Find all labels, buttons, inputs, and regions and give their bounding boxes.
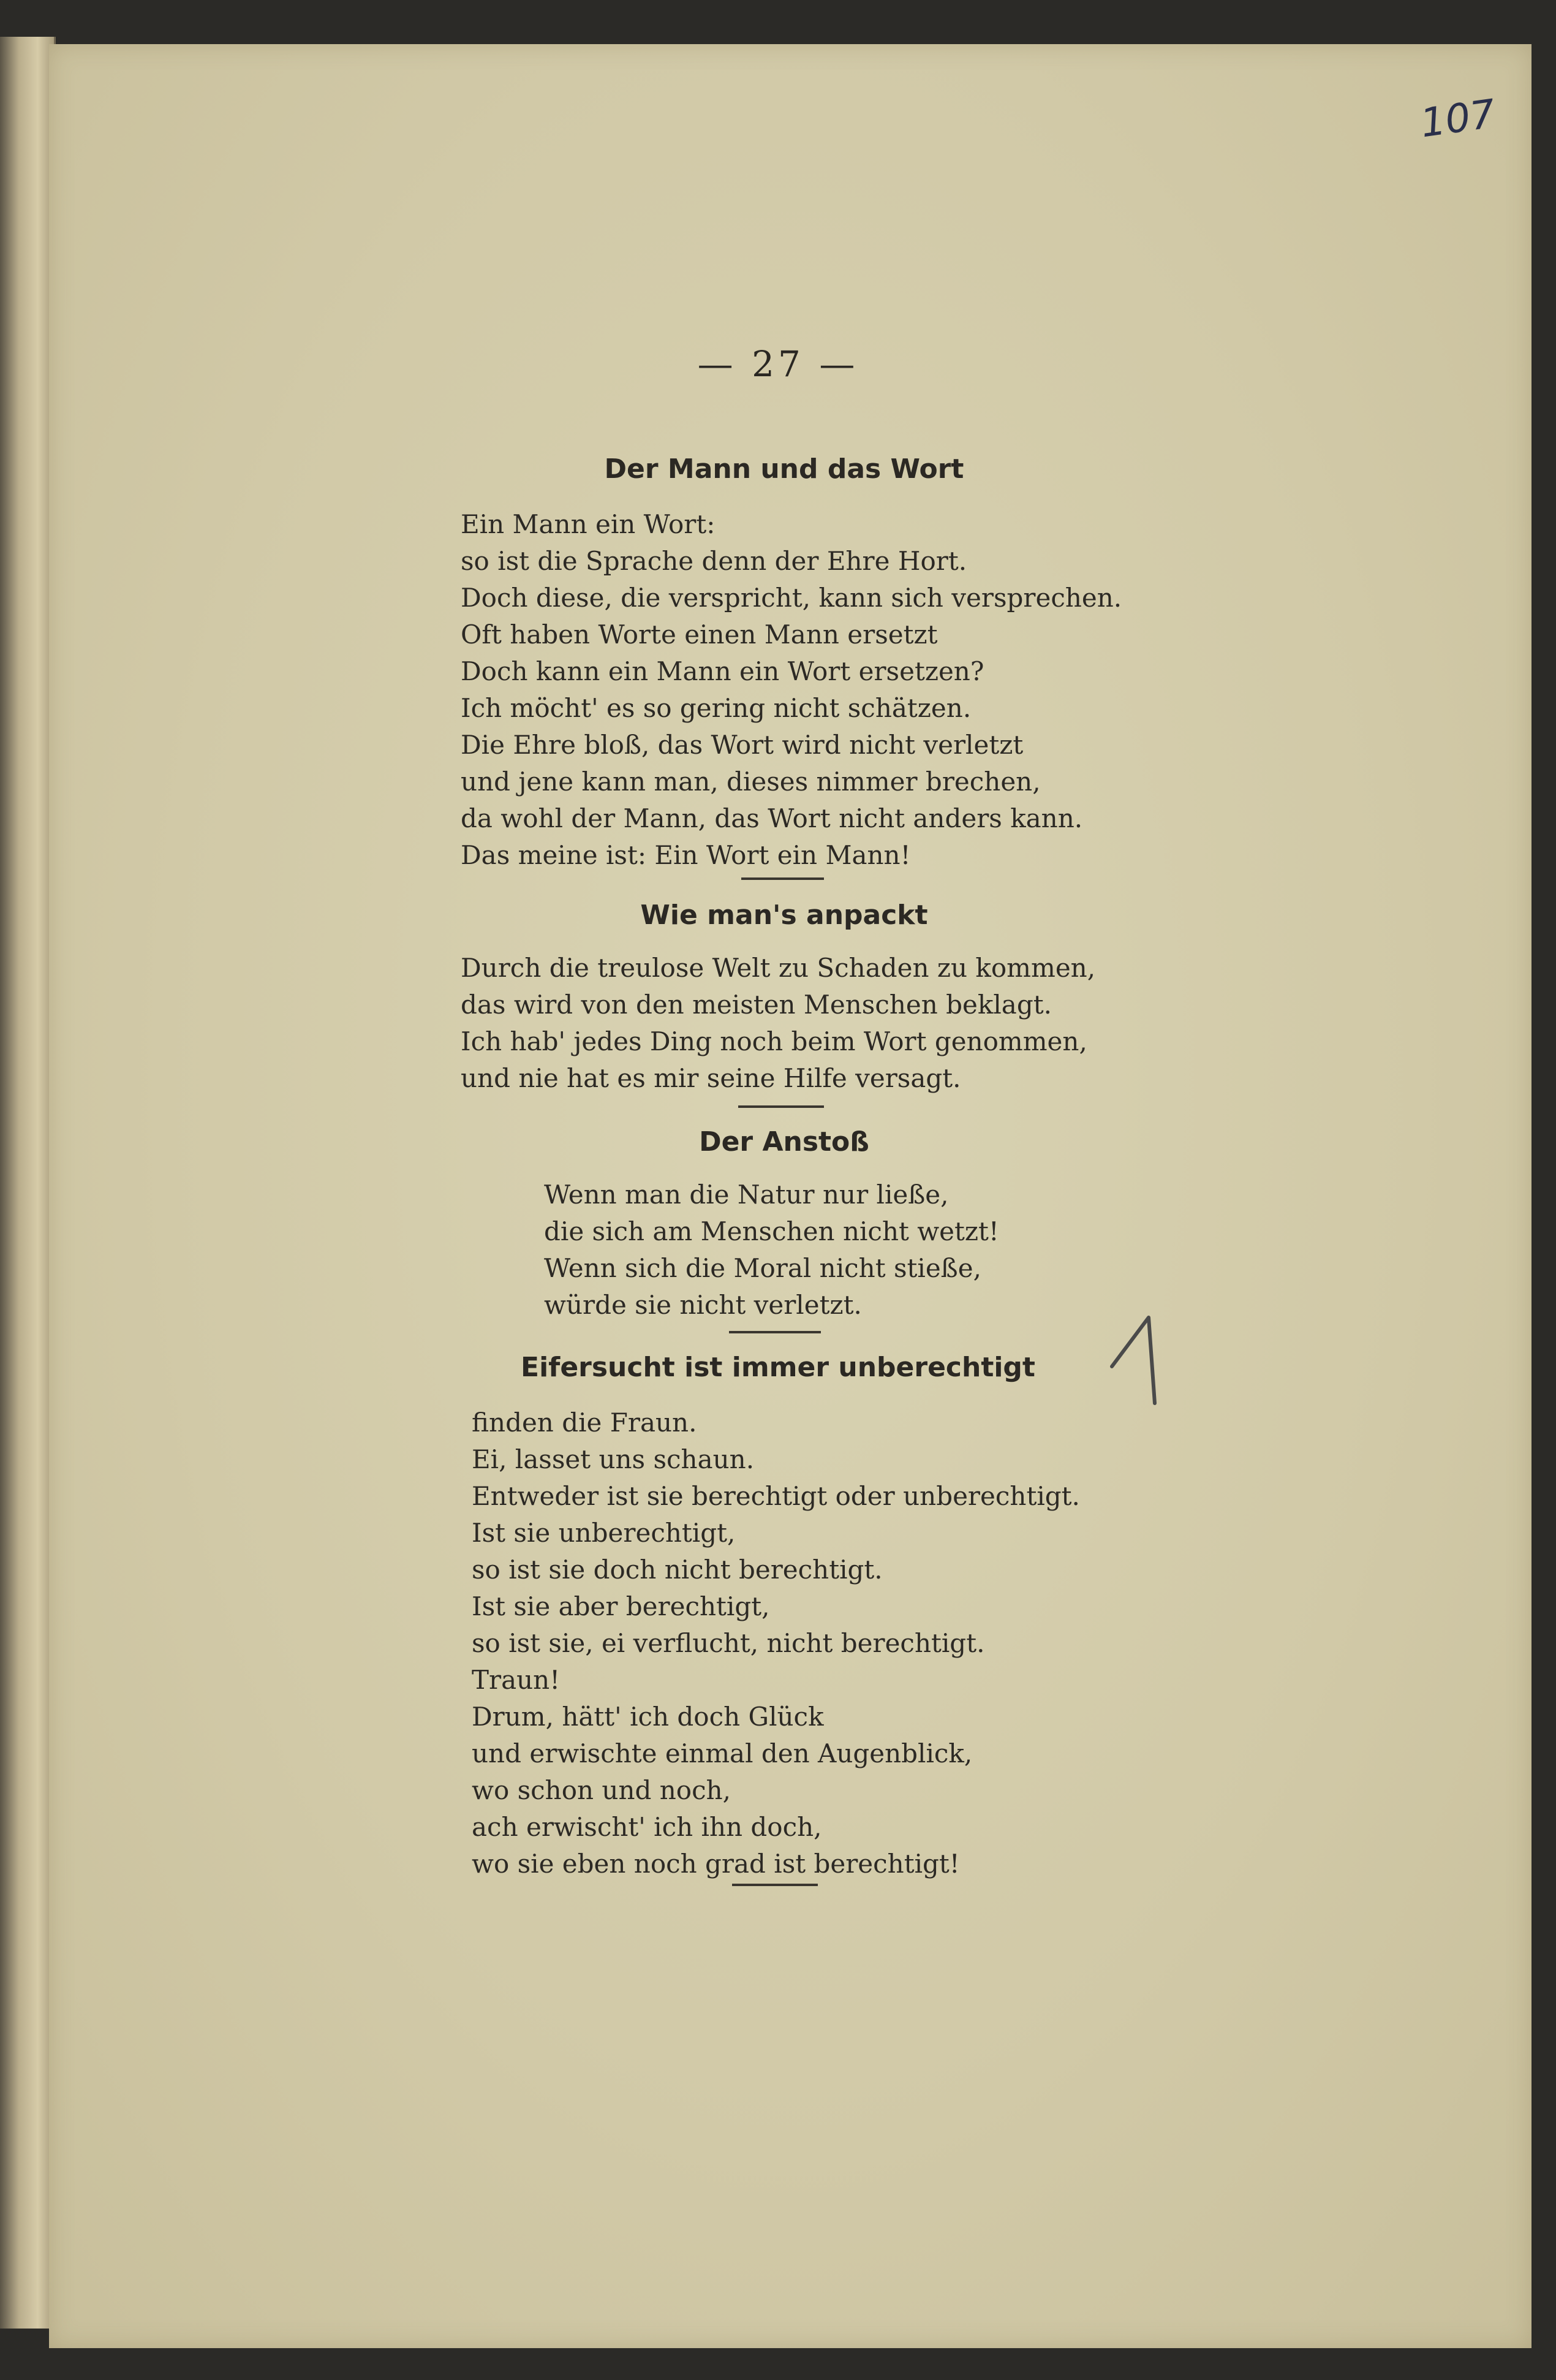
poem-line: wo sie eben noch grad ist berechtigt! (472, 1849, 960, 1879)
poem-body-wie-mans-anpackt (461, 950, 1095, 1097)
poem-line: finden die Fraun. (472, 1408, 697, 1438)
poem-line: Ein Mann ein Wort: (461, 509, 716, 539)
poem-title-der-anstoss: Der Anstoß (699, 1126, 869, 1158)
poem-line: Das meine ist: Ein Wort ein Mann! (461, 840, 911, 870)
poem-line: und jene kann man, dieses nimmer brechen, (461, 767, 1041, 797)
poem-line: Entweder ist sie berechtigt oder unberechtigt. (472, 1481, 1080, 1511)
poem-line: würde sie nicht verletzt. (544, 1290, 862, 1320)
book-spine (0, 37, 56, 2329)
poem-line: Durch die treulose Welt zu Schaden zu kommen, (461, 953, 1096, 983)
poem-line: Wenn man die Natur nur ließe, (544, 1180, 949, 1210)
poem-line: das wird von den meisten Menschen beklagt. (461, 990, 1052, 1020)
pencil-margin-mark-icon (1106, 1311, 1167, 1415)
closing-divider (732, 1884, 818, 1886)
poem-body-der-mann-und-das-wort (461, 506, 1122, 874)
poem-line: so ist die Sprache denn der Ehre Hort. (461, 546, 967, 576)
poem-line: die sich am Menschen nicht wetzt! (544, 1216, 999, 1246)
section-divider (729, 1331, 821, 1333)
poem-line: Doch diese, die verspricht, kann sich versprechen. (461, 583, 1122, 613)
page-number: — 27 — (697, 343, 859, 385)
poem-line: ach erwischt' ich ihn doch, (472, 1812, 822, 1842)
poem-line: Oft haben Worte einen Mann ersetzt (461, 620, 938, 650)
poem-line: Ist sie aber berechtigt, (472, 1591, 770, 1621)
section-divider (741, 877, 824, 880)
poem-line: so ist sie, ei verflucht, nicht berechtigt. (472, 1628, 985, 1658)
poem-line: Ich hab' jedes Ding noch beim Wort genommen, (461, 1026, 1087, 1056)
poem-line: Doch kann ein Mann ein Wort ersetzen? (461, 656, 984, 686)
poem-line: so ist sie doch nicht berechtigt. (472, 1555, 883, 1585)
poem-line: wo schon und noch, (472, 1775, 731, 1805)
poem-line: da wohl der Mann, das Wort nicht anders kann. (461, 803, 1083, 833)
poem-line: und erwischte einmal den Augenblick, (472, 1738, 973, 1768)
poem-line: Ei, lasset uns schaun. (472, 1444, 755, 1474)
section-divider (738, 1105, 824, 1108)
poem-body-eifersucht (472, 1404, 1080, 1882)
handwritten-folio-number: 107 (1418, 91, 1498, 147)
poem-title-wie-mans-anpackt: Wie man's anpackt (640, 900, 928, 931)
poem-line: Traun! (472, 1665, 561, 1695)
poem-title-eifersucht: Eifersucht ist immer unberechtigt (521, 1352, 1035, 1383)
poem-line: Wenn sich die Moral nicht stieße, (544, 1253, 981, 1283)
poem-body-der-anstoss (544, 1177, 999, 1324)
poem-line: Ist sie unberechtigt, (472, 1518, 736, 1548)
poem-line: Ich möcht' es so gering nicht schätzen. (461, 693, 972, 723)
poem-line: und nie hat es mir seine Hilfe versagt. (461, 1063, 961, 1093)
poem-title-der-mann-und-das-wort: Der Mann und das Wort (604, 453, 964, 485)
poem-line: Die Ehre bloß, das Wort wird nicht verletzt (461, 730, 1024, 760)
poem-line: Drum, hätt' ich doch Glück (472, 1702, 824, 1732)
